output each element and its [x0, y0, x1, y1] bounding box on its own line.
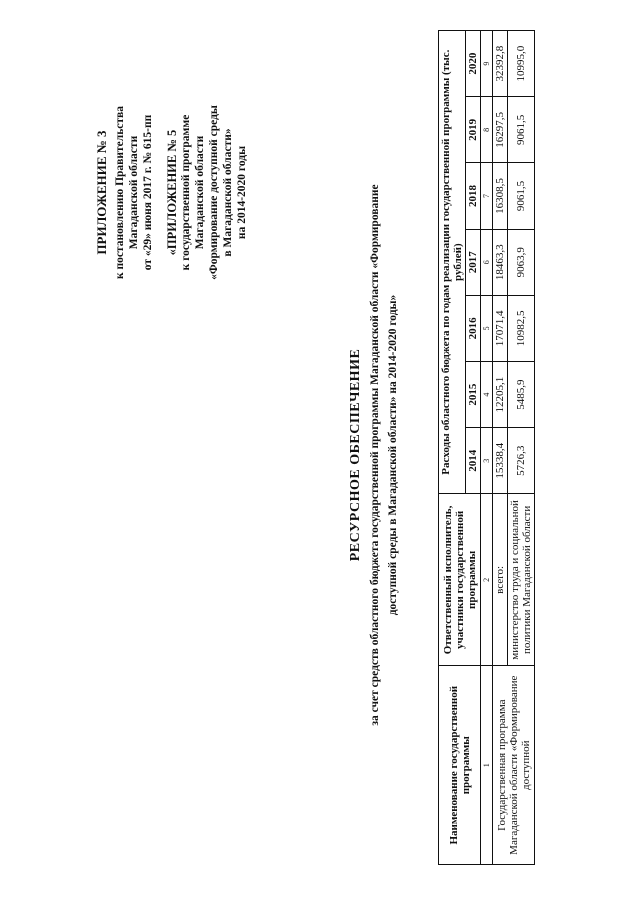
value-cell: 32392,8 — [493, 31, 508, 97]
program-name-cell: Государственная программа Магаданской области «Формирование доступной — [493, 666, 535, 865]
value-cell: 9063,9 — [508, 229, 535, 295]
value-cell: 10982,5 — [508, 295, 535, 361]
year-header: 2016 — [466, 295, 481, 361]
resource-table — [438, 30, 535, 865]
value-cell: 17071,4 — [493, 295, 508, 361]
value-cell: 12205,1 — [493, 361, 508, 427]
table-row — [493, 31, 508, 865]
appendix-line: от «29» июня 2017 г. № 615-пп — [142, 114, 154, 271]
col-executor-header: Ответственный исполнитель, участники государственной программы — [439, 494, 481, 666]
value-cell: 16308,5 — [493, 163, 508, 229]
column-number-row — [481, 31, 493, 865]
document-title-block — [348, 45, 400, 865]
document-title: РЕСУРСНОЕ ОБЕСПЕЧЕНИЕ — [348, 348, 363, 562]
executor-cell: министерство труда и социальной политики Магаданской области — [508, 494, 535, 666]
value-cell: 5485,9 — [508, 361, 535, 427]
year-header: 2015 — [466, 361, 481, 427]
value-cell: 18463,3 — [493, 229, 508, 295]
value-cell: 16297,5 — [493, 97, 508, 163]
appendix-heading-2: «ПРИЛОЖЕНИЕ № 5 — [165, 129, 179, 256]
appendix-line: к государственной программе — [180, 114, 192, 271]
expenses-group-header: Расходы областного бюджета по годам реализации государственной программы (тыс. рублей) — [439, 31, 466, 494]
column-number: 4 — [481, 361, 493, 427]
appendix-block — [95, 65, 249, 320]
appendix-line: к постановлению Правительства — [114, 105, 126, 280]
executor-cell: всего: — [493, 494, 508, 666]
appendix-line: Магаданской области — [128, 135, 140, 250]
document-subtitle-line-1: за счет средств областного бюджета государственной программы Магаданской области «Формирование — [369, 184, 381, 726]
year-header: 2014 — [466, 428, 481, 494]
year-header: 2019 — [466, 97, 481, 163]
column-number: 1 — [481, 666, 493, 865]
appendix-line: «Формирование доступной среды — [208, 105, 220, 280]
appendix-heading: ПРИЛОЖЕНИЕ № 3 — [94, 130, 109, 255]
value-cell: 15338,4 — [493, 428, 508, 494]
year-header: 2020 — [466, 31, 481, 97]
column-number: 2 — [481, 494, 493, 666]
value-cell: 10995,0 — [508, 31, 535, 97]
value-cell: 9061,5 — [508, 97, 535, 163]
appendix-line: на 2014-2020 годы — [236, 145, 248, 240]
column-number: 6 — [481, 229, 493, 295]
value-cell: 9061,5 — [508, 163, 535, 229]
col-program-header: Наименование государственной программы — [439, 666, 481, 865]
appendix-line: Магаданской области — [194, 135, 206, 250]
document-subtitle-line-2: доступной среды в Магаданской области» на 2014-2020 годы» — [387, 294, 399, 616]
year-header: 2017 — [466, 229, 481, 295]
column-number: 5 — [481, 295, 493, 361]
column-number: 8 — [481, 97, 493, 163]
appendix-line: в Магаданской области» — [222, 128, 234, 257]
column-number: 3 — [481, 428, 493, 494]
year-header: 2018 — [466, 163, 481, 229]
table-header-row — [439, 31, 466, 865]
column-number: 9 — [481, 31, 493, 97]
column-number: 7 — [481, 163, 493, 229]
value-cell: 5726,3 — [508, 428, 535, 494]
